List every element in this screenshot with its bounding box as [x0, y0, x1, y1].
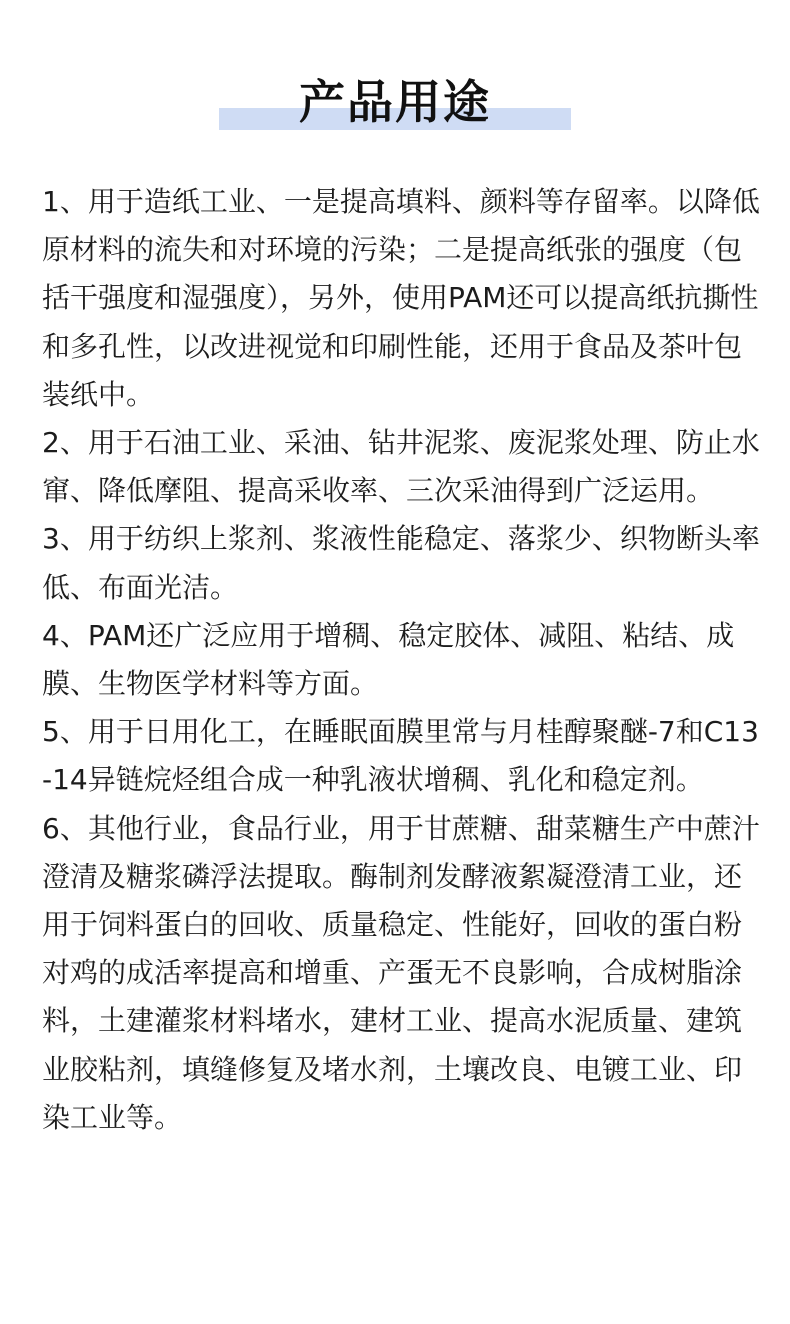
- page-title: 产品用途: [299, 75, 491, 129]
- usage-paragraph-4: 4、PAM还广泛应用于增稠、稳定胶体、减阻、粘结、成膜、生物医学材料等方面。: [42, 618, 735, 701]
- usage-paragraph-6: 6、其他行业，食品行业，用于甘蔗糖、甜菜糖生产中蔗汁澄清及糖浆磷浮法提取。酶制剂发酵液絮凝澄清工业，还用于饲料蛋白的回收、质量稳定、性能好，回收的蛋白粉对鸡的成活率提高和增重、产蛋无不良影响，合成树脂涂料，土建灌浆材料堵水，建材工业、提高水泥质量、建筑业胶粘剂，填缝修复及堵水剂，土壤改良、电镀工业、印染工业等。: [42, 811, 760, 1134]
- usage-paragraph-2: 2、用于石油工业、采油、钻井泥浆、废泥浆处理、防止水窜、降低摩阻、提高采收率、三次采油得到广泛运用。: [42, 426, 760, 508]
- usage-paragraph-3: 3、用于纺织上浆剂、浆液性能稳定、落浆少、织物断头率低、布面光洁。: [42, 522, 760, 604]
- usage-paragraph-5: 5、用于日用化工，在睡眠面膜里常与月桂醇聚醚-7和C13-14异链烷烃组合成一种乳液状增稠、乳化和稳定剂。: [42, 715, 759, 797]
- title-section: [0, 72, 790, 136]
- usage-content: [42, 178, 762, 1142]
- usage-paragraph-1: 1、用于造纸工业、一是提高填料、颜料等存留率。以降低原材料的流失和对环境的污染；二是提高纸张的强度（包括干强度和湿强度），另外，使用PAM还可以提高纸抗撕性和多孔性，以改进视觉和印刷性能，还用于食品及茶叶包装纸中。: [42, 185, 760, 411]
